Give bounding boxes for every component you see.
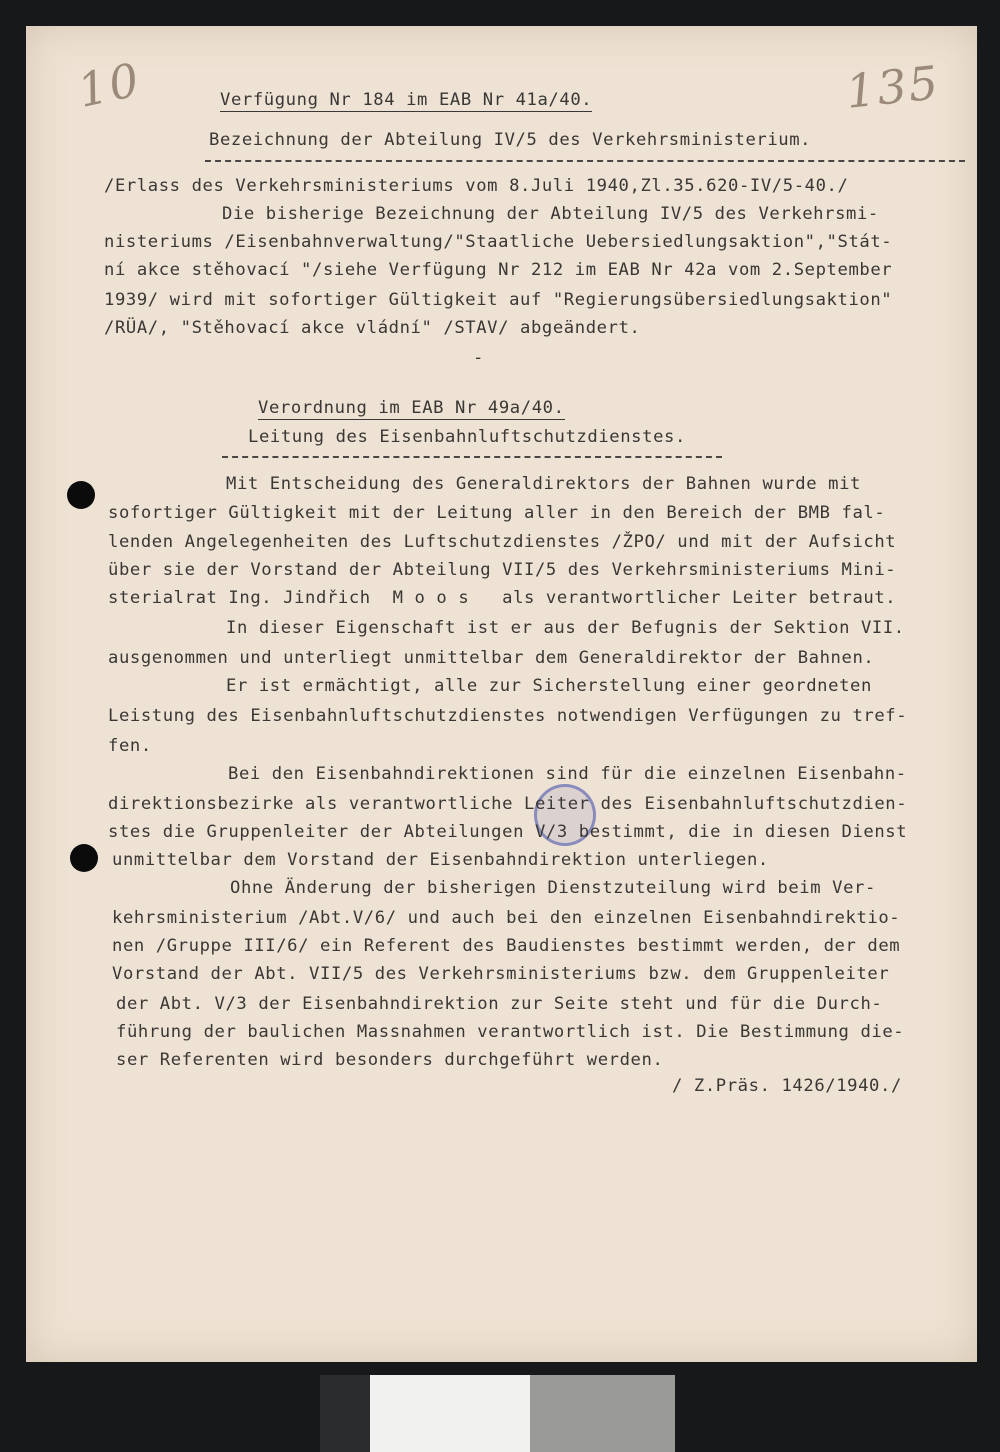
section2-title: Verordnung im EAB Nr 49a/40. (258, 398, 565, 418)
section2-line-10: fen. (108, 736, 152, 756)
section1-subtitle: Bezeichnung der Abteilung IV/5 des Verkehrsministerium. (209, 130, 812, 150)
section2-line-21: ser Referenten wird besonders durchgeführt werden. (116, 1050, 664, 1070)
section1-line-2: Die bisherige Bezeichnung der Abteilung IV/5 des Verkehrsmi- (222, 204, 879, 224)
section1-line-5: 1939/ wird mit sofortiger Gültigkeit auf "Regierungsübersiedlungsaktion" (104, 290, 893, 310)
section1-divider (205, 160, 965, 162)
section2-line-13: stes die Gruppenleiter der Abteilungen V/3 bestimmt, die in diesen Dienst (108, 822, 908, 842)
section2-line-5: sterialrat Ing. Jindřich M o o s als verantwortlicher Leiter betraut. (108, 588, 897, 608)
section2-line-2: sofortiger Gültigkeit mit der Leitung aller in den Bereich der BMB fal- (108, 503, 886, 523)
section-separator: - (473, 348, 484, 368)
reference-number: / Z.Präs. 1426/1940./ (672, 1076, 902, 1096)
section2-line-3: lenden Angelegenheiten des Luftschutzdienstes /ŽPO/ und mit der Aufsicht (108, 532, 897, 552)
section2-line-1: Mit Entscheidung des Generaldirektors der Bahnen wurde mit (226, 474, 861, 494)
section2-line-14: unmittelbar dem Vorstand der Eisenbahndirektion unterliegen. (112, 850, 769, 870)
section2-line-18: Vorstand der Abt. VII/5 des Verkehrsministeriums bzw. dem Gruppenleiter (112, 964, 890, 984)
section2-line-16: kehrsministerium /Abt.V/6/ und auch bei den einzelnen Eisenbahndirektio- (112, 908, 901, 928)
section2-line-17: nen /Gruppe III/6/ ein Referent des Baudienstes bestimmt werden, der dem (112, 936, 901, 956)
section2-divider (222, 456, 722, 458)
section2-subtitle: Leitung des Eisenbahnluftschutzdienstes. (248, 427, 686, 447)
section2-line-4: über sie der Vorstand der Abteilung VII/5 des Verkehrsministeriums Mini- (108, 560, 897, 580)
section2-line-6: In dieser Eigenschaft ist er aus der Befugnis der Sektion VII. (226, 618, 905, 638)
handwritten-folio-left: 10 (73, 52, 146, 118)
section2-line-9: Leistung des Eisenbahnluftschutzdienstes notwendigen Verfügungen zu tref- (108, 706, 908, 726)
scan-strip-white (370, 1375, 530, 1452)
section2-line-19: der Abt. V/3 der Eisenbahndirektion zur Seite steht und für die Durch- (116, 994, 883, 1014)
section2-line-15: Ohne Änderung der bisherigen Dienstzuteilung wird beim Ver- (230, 878, 876, 898)
section2-line-11: Bei den Eisenbahndirektionen sind für die einzelnen Eisenbahn- (228, 764, 907, 784)
section2-line-20: führung der baulichen Massnahmen verantwortlich ist. Die Bestimmung die- (116, 1022, 905, 1042)
section1-line-6: /RÜA/, "Stěhovací akce vládní" /STAV/ abgeändert. (104, 318, 641, 338)
section1-title: Verfügung Nr 184 im EAB Nr 41a/40. (220, 90, 593, 110)
section2-line-12: direktionsbezirke als verantwortliche Leiter des Eisenbahnluftschutzdien- (108, 794, 908, 814)
section1-line-1: /Erlass des Verkehrsministeriums vom 8.Juli 1940,Zl.35.620-IV/5-40./ (104, 176, 849, 196)
section2-line-7: ausgenommen und unterliegt unmittelbar dem Generaldirektor der Bahnen. (108, 648, 875, 668)
punch-hole-bottom (70, 844, 98, 872)
section2-line-8: Er ist ermächtigt, alle zur Sicherstellung einer geordneten (226, 676, 872, 696)
handwritten-folio-right: 135 (843, 55, 943, 119)
section1-line-3: nisteriums /Eisenbahnverwaltung/"Staatliche Uebersiedlungsaktion","Stát- (104, 232, 893, 252)
punch-hole-top (67, 481, 95, 509)
section1-line-4: ní akce stěhovací "/siehe Verfügung Nr 212 im EAB Nr 42a vom 2.September (104, 260, 893, 280)
scan-strip-gray (530, 1375, 675, 1452)
